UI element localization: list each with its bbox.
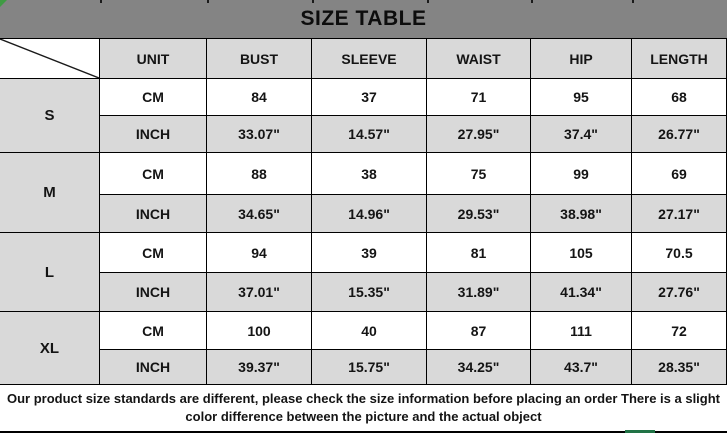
disclaimer-line-1: Our product size standards are different, please check the size information before placing an order There is a slight: [6, 391, 720, 407]
cell-l-cm-bust: 94: [207, 233, 312, 273]
unit-label-cm: CM: [100, 233, 207, 273]
border-tick: [632, 0, 634, 3]
column-header-bust: BUST: [207, 38, 312, 79]
column-header-unit: UNIT: [100, 38, 207, 79]
column-header-sleeve: SLEEVE: [312, 38, 427, 79]
cell-xl-inch-hip: 43.7": [531, 350, 632, 385]
cell-l-inch-hip: 41.34": [531, 273, 632, 312]
size-label-xl: XL: [0, 312, 100, 385]
cell-s-inch-waist: 27.95": [427, 116, 531, 153]
table-title: SIZE TABLE: [0, 0, 727, 38]
cell-s-cm-length: 68: [632, 79, 727, 116]
unit-label-cm: CM: [100, 153, 207, 195]
cell-xl-cm-bust: 100: [207, 312, 312, 350]
cell-s-inch-sleeve: 14.57": [312, 116, 427, 153]
size-disclaimer: [0, 385, 727, 433]
disclaimer-line-2: color difference between the picture and the actual object: [185, 409, 542, 424]
cell-l-inch-sleeve: 15.35": [312, 273, 427, 312]
cell-s-cm-bust: 84: [207, 79, 312, 116]
green-corner-artifact: [0, 0, 7, 7]
cell-m-inch-bust: 34.65": [207, 195, 312, 233]
border-tick: [427, 0, 429, 3]
unit-label-inch: INCH: [100, 350, 207, 385]
column-header-waist: WAIST: [427, 38, 531, 79]
cell-m-inch-hip: 38.98": [531, 195, 632, 233]
cell-xl-inch-bust: 39.37": [207, 350, 312, 385]
cell-xl-inch-sleeve: 15.75": [312, 350, 427, 385]
size-label-s: S: [0, 79, 100, 153]
cell-s-cm-hip: 95: [531, 79, 632, 116]
cell-l-cm-length: 70.5: [632, 233, 727, 273]
cell-xl-cm-hip: 111: [531, 312, 632, 350]
cell-l-cm-hip: 105: [531, 233, 632, 273]
cell-l-inch-length: 27.76": [632, 273, 727, 312]
unit-label-cm: CM: [100, 79, 207, 116]
cell-m-inch-waist: 29.53": [427, 195, 531, 233]
cell-l-inch-bust: 37.01": [207, 273, 312, 312]
cell-m-cm-sleeve: 38: [312, 153, 427, 195]
cell-m-cm-hip: 99: [531, 153, 632, 195]
cell-l-cm-sleeve: 39: [312, 233, 427, 273]
unit-label-inch: INCH: [100, 195, 207, 233]
border-tick: [531, 0, 533, 3]
cell-m-cm-waist: 75: [427, 153, 531, 195]
cell-m-inch-length: 27.17": [632, 195, 727, 233]
cell-m-cm-bust: 88: [207, 153, 312, 195]
cell-s-inch-length: 26.77": [632, 116, 727, 153]
column-header-hip: HIP: [531, 38, 632, 79]
cell-xl-inch-length: 28.35": [632, 350, 727, 385]
cell-s-cm-waist: 71: [427, 79, 531, 116]
diagonal-line: [0, 39, 99, 78]
diagonal-header-cell: [0, 38, 100, 79]
border-tick: [207, 0, 209, 3]
cell-l-cm-waist: 81: [427, 233, 531, 273]
cell-m-inch-sleeve: 14.96": [312, 195, 427, 233]
size-label-l: L: [0, 233, 100, 312]
cell-xl-cm-waist: 87: [427, 312, 531, 350]
cell-m-cm-length: 69: [632, 153, 727, 195]
unit-label-cm: CM: [100, 312, 207, 350]
cell-s-inch-hip: 37.4": [531, 116, 632, 153]
cell-s-cm-sleeve: 37: [312, 79, 427, 116]
unit-label-inch: INCH: [100, 273, 207, 312]
cell-xl-cm-length: 72: [632, 312, 727, 350]
column-header-length: LENGTH: [632, 38, 727, 79]
cell-s-inch-bust: 33.07": [207, 116, 312, 153]
cell-xl-cm-sleeve: 40: [312, 312, 427, 350]
cell-l-inch-waist: 31.89": [427, 273, 531, 312]
border-tick: [312, 0, 314, 3]
cell-xl-inch-waist: 34.25": [427, 350, 531, 385]
border-tick: [100, 0, 102, 3]
size-label-m: M: [0, 153, 100, 233]
unit-label-inch: INCH: [100, 116, 207, 153]
